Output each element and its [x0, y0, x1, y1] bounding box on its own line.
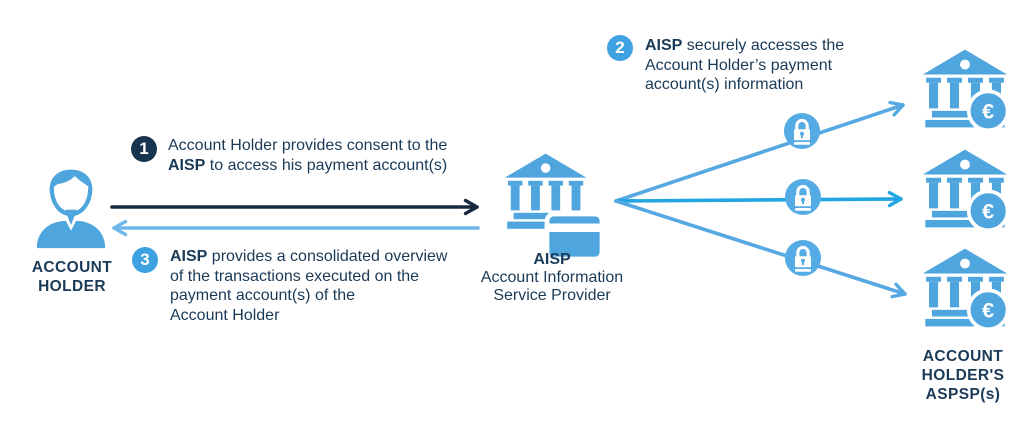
- step-1-badge: [131, 136, 157, 162]
- aisp-title: AISP: [533, 251, 571, 268]
- step-3-number: 3: [140, 250, 150, 269]
- padlock-icon: [784, 113, 820, 149]
- secure-access-arrow-bottom: [616, 201, 905, 294]
- padlock-icon: [785, 179, 821, 215]
- step-1-number: 1: [139, 139, 149, 158]
- bank-with-euro-icon-3: [922, 247, 1008, 333]
- aspsp-label: ACCOUNT HOLDER'S ASPSP(s): [921, 348, 1005, 403]
- step-2-badge: [607, 35, 633, 61]
- secure-access-arrow-middle: [616, 199, 901, 201]
- step-2-text: AISP securely accesses the Account Holder’s payment account(s) information: [645, 37, 845, 93]
- step-1-text: Account Holder provides consent to the AISP to access his payment account(s): [168, 137, 448, 174]
- step-3-badge: [132, 247, 158, 273]
- account-holder-label: ACCOUNT HOLDER: [31, 259, 113, 295]
- step-2-number: 2: [615, 38, 625, 57]
- step-3-text: AISP provides a consolidated overview of the transactions executed on the payment account(s) of the Account Holder: [170, 248, 448, 324]
- bank-with-euro-icon-2: [922, 148, 1008, 234]
- aisp-subtitle: Account Information Service Provider: [480, 269, 624, 304]
- bank-with-euro-icon-1: [922, 48, 1008, 134]
- secure-access-arrow-top: [616, 105, 903, 201]
- aisp-label: [452, 250, 652, 305]
- account-holder-person-icon: [30, 164, 112, 252]
- padlock-icon: [785, 240, 821, 276]
